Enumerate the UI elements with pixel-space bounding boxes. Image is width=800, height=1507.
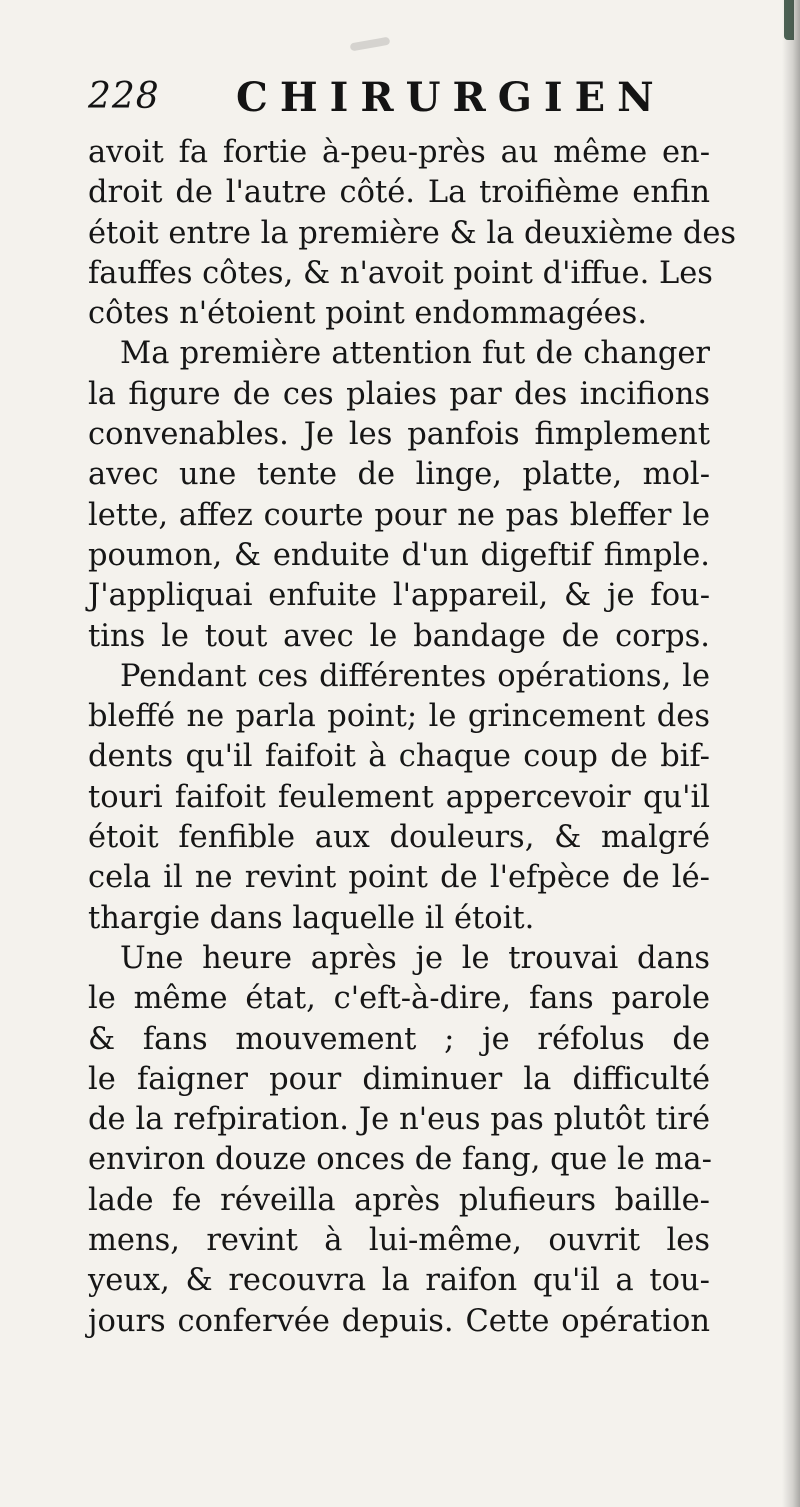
- text-line: poumon, & enduite d'un digeftif fimple.: [88, 537, 710, 573]
- text-line: Ma première attention fut de changer: [120, 336, 710, 372]
- text-line: convenables. Je les panfois fimplement: [88, 417, 710, 453]
- text-line: jours confervée depuis. Cette opération: [88, 1303, 710, 1339]
- text-line: mens, revint à lui-même, ouvrit les: [88, 1223, 710, 1259]
- text-line: de la refpiration. Je n'eus pas plutôt tiré: [88, 1102, 710, 1138]
- text-line: lade fe réveilla après plufieurs baille-: [88, 1182, 710, 1218]
- text-line: droit de l'autre côté. La troifième enfin: [88, 175, 710, 211]
- text-line: tins le tout avec le bandage de corps.: [88, 618, 710, 654]
- running-title: CHIRURGIEN: [236, 74, 666, 121]
- text-line: fauffes côtes, & n'avoit point d'iffue. Les: [88, 255, 713, 291]
- text-line: lette, affez courte pour ne pas bleffer le: [88, 497, 710, 533]
- text-line: le même état, c'eft-à-dire, fans parole: [88, 981, 710, 1017]
- text-line: étoit entre la première & la deuxième des: [88, 215, 737, 251]
- text-line: avec une tente de linge, platte, mol-: [88, 457, 710, 493]
- text-line: thargie dans laquelle il étoit.: [88, 900, 535, 936]
- body-text: [88, 133, 737, 1342]
- page-gutter-shadow: [782, 0, 800, 1507]
- text-line: touri faifoit feulement appercevoir qu'il: [88, 779, 710, 815]
- page-header: [88, 74, 708, 128]
- text-line: côtes n'étoient point endommagées.: [88, 296, 648, 332]
- text-line: cela il ne revint point de l'efpèce de lé-: [88, 860, 710, 896]
- text-line: étoit fenfible aux douleurs, & malgré: [88, 820, 710, 856]
- text-line: & fans mouvement ; je réfolus de: [88, 1021, 710, 1057]
- text-line: le faigner pour diminuer la difficulté: [88, 1061, 710, 1097]
- text-line: bleffé ne parla point; le grincement des: [88, 699, 710, 735]
- text-line: J'appliquai enfuite l'appareil, & je fou-: [88, 578, 710, 614]
- text-line: la figure de ces plaies par des incifions: [88, 376, 710, 412]
- text-line: Pendant ces différentes opérations, le: [120, 658, 710, 694]
- page-number: 228: [88, 76, 160, 117]
- text-line: dents qu'il faifoit à chaque coup de bif-: [88, 739, 710, 775]
- text-line: Une heure après je le trouvai dans: [120, 940, 710, 976]
- text-line: yeux, & recouvra la raifon qu'il a tou-: [88, 1263, 710, 1299]
- text-line: avoit fa fortie à-peu-près au même en-: [88, 135, 710, 170]
- text-line: environ douze onces de fang, que le ma-: [88, 1142, 712, 1178]
- ink-smudge: [350, 37, 391, 52]
